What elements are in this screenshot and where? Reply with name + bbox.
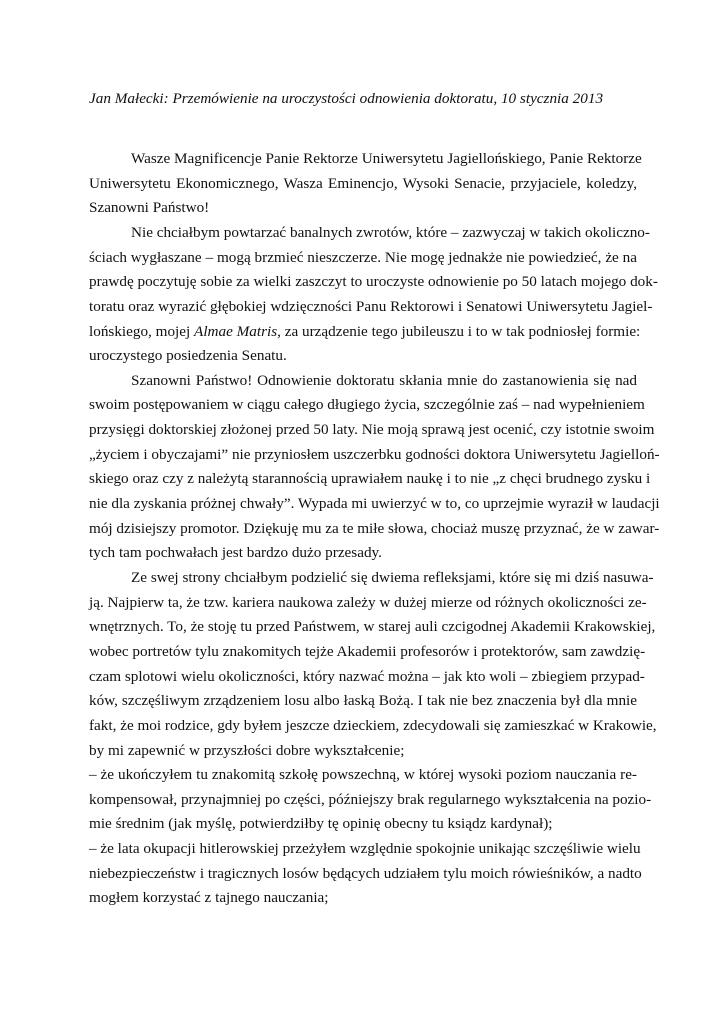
text-line: wobec portretów tylu znakomitych tejże Akademii profesorów i protektorów, sam zawdzię-: [89, 643, 646, 660]
text-line: uroczystego posiedzenia Senatu.: [89, 347, 287, 364]
text-line: niebezpieczeństw i tragicznych losów będących udziałem tylu moich rówieśników, a nadto: [89, 865, 642, 882]
text-line: ków, szczęśliwym zrządzeniem losu albo łaską Bożą. I tak nie bez znaczenia był dla mnie: [89, 692, 637, 709]
text-line: mogłem korzystać z tajnego nauczania;: [89, 889, 329, 906]
text-line: prawdę poczytuję sobie za wielki zaszczyt to uroczyste odnowienie po 50 latach mojego dok-: [89, 273, 658, 290]
text-line: przysięgi doktorskiej złożonej przed 50 laty. Nie moją sprawą jest ocenić, czy istotnie swoim: [89, 421, 655, 438]
text-line: ściach wygłaszane – mogą brzmieć nieszczerze. Nie mogę jednakże nie powiedzieć, że na: [89, 249, 637, 266]
text-line: Ze swej strony chciałbym podzielić się dwiema refleksjami, które się mi dziś nasuwa-: [131, 569, 654, 586]
text-line: czam splotowi wielu okoliczności, który nazwać można – jak kto woli – zbiegiem przypad-: [89, 668, 645, 685]
text-line: Uniwersytetu Ekonomicznego, Wasza Eminencjo, Wysoki Senacie, przyjaciele, koledzy,: [89, 175, 637, 192]
text-line: fakt, że moi rodzice, gdy byłem jeszcze dzieckiem, zdecydowali się zamieszkać w Krakowie,: [89, 717, 657, 734]
text-line-mixed: [89, 320, 641, 344]
text-line: kompensował, przynajmniej po części, późniejszy brak regularnego wykształcenia na pozio-: [89, 791, 652, 808]
text-line: swoim postępowaniem w ciągu całego długiego życia, szczególnie zaś – nad wypełnieniem: [89, 396, 645, 413]
italic-phrase: Almae Matris: [194, 323, 278, 340]
text-line: – że lata okupacji hitlerowskiej przeżyłem względnie spokojnie unikając szczęśliwie wielu: [89, 840, 641, 857]
text-line: mie średnim (jak myślę, potwierdziłby tę opinię obecny tu ksiądz kardynał);: [89, 815, 553, 832]
text-line: by mi zapewnić w przyszłości dobre wykształcenie;: [89, 742, 405, 759]
text-line: mój dzisiejszy promotor. Dziękuję mu za te miłe słowa, chociaż muszę przyznać, że w zawar-: [89, 520, 660, 537]
text-line: nie dla zyskania próżnej chwały”. Wypada mi uwierzyć w to, co uprzejmie wyraził w laudacji: [89, 495, 660, 512]
text-line: toratu oraz wyrazić głębokiej wdzięczności Panu Rektorowi i Senatowi Uniwersytetu Jagiel-: [89, 298, 653, 315]
text-line: – że ukończyłem tu znakomitą szkołę powszechną, w której wysoki poziom nauczania re-: [89, 766, 637, 783]
text-line: Nie chciałbym powtarzać banalnych zwrotów, które – zazwyczaj w takich okoliczno-: [131, 224, 650, 241]
document-title: Jan Małecki: Przemówienie na uroczystości odnowienia doktoratu, 10 stycznia 2013: [89, 90, 604, 107]
text-line: skiego oraz czy z należytą starannością uprawiałem naukę i to nie „z chęci brudnego zysku i: [89, 470, 651, 487]
text-line: tych tam pochwałach jest bardzo dużo przesady.: [89, 544, 382, 561]
text-segment: lońskiego, mojej: [89, 323, 195, 340]
text-line: Szanowni Państwo!: [89, 199, 210, 216]
text-line: ją. Najpierw ta, że tzw. kariera naukowa zależy w dużej mierze od różnych okoliczności ze-: [89, 594, 647, 611]
text-line: wnętrznych. To, że stoję tu przed Państwem, w starej auli czcigodnej Akademii Krakowskiej,: [89, 618, 656, 635]
text-line: Wasze Magnificencje Panie Rektorze Uniwersytetu Jagiellońskiego, Panie Rektorze: [131, 150, 642, 167]
text-segment: , za urządzenie tego jubileuszu i to w tak podniosłej formie:: [277, 323, 641, 340]
text-line: „życiem i obyczajami” nie przyniosłem uszczerbku godności doktora Uniwersytetu Jagielloń-: [89, 446, 660, 463]
text-line: Szanowni Państwo! Odnowienie doktoratu skłania mnie do zastanowienia się nad: [131, 372, 637, 389]
